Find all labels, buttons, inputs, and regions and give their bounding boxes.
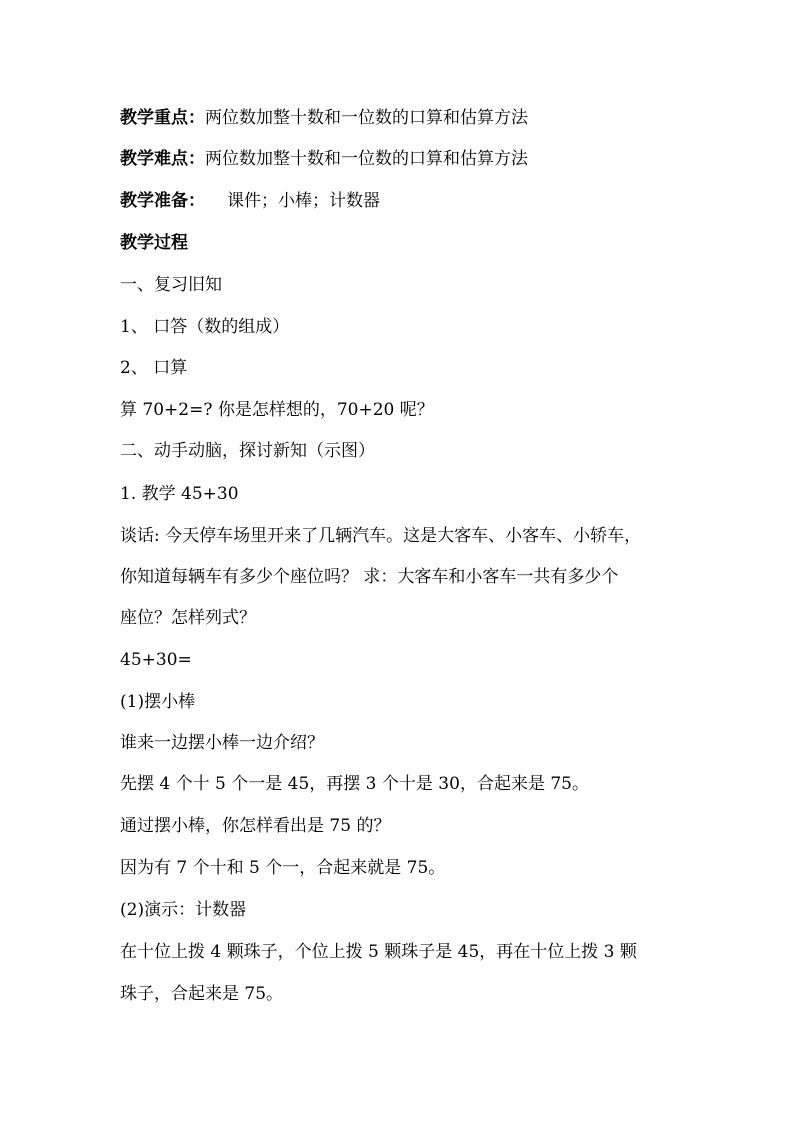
teaching-difficulty-label: 教学难点： [120,149,205,169]
teaching-process-heading: 教学过程 [120,233,188,253]
step-arrange-sticks: (1)摆小棒 [120,692,196,712]
step-demonstrate-counter-line [120,899,680,921]
teaching-preparation-line [120,190,680,212]
counter-demo-line-2: 珠子，合起来是 75。 [120,984,284,1004]
review-item-oral-answer: 1、 口答（数的组成） [120,317,290,337]
expression-45-plus-30: 45+30= [120,650,192,670]
talk-paragraph-line-3: 座位？怎样列式？ [120,608,256,628]
review-item-mental-math: 2、 口算 [120,358,188,378]
teaching-focus-text: 两位数加整十数和一位数的口算和估算方法 [205,108,528,128]
counter-demo-line-1: 在十位上拨 4 颗珠子，个位上拨 5 颗珠子是 45，再在十位上拨 3 颗 [120,942,637,962]
teaching-focus-line [120,107,680,129]
teaching-difficulty-line [120,148,680,170]
teach-45-plus-30-heading: 1. 教学 45+30 [120,484,239,504]
answer-arrange-sticks: 先摆 4 个十 5 个一是 45，再摆 3 个十是 30，合起来是 75。 [120,774,589,794]
teaching-preparation-label: 教学准备： [120,191,205,211]
mental-math-question: 算 70+2=? 你是怎样想的，70+20 呢？ [120,400,434,420]
step-demonstrate-label: (2)演示： [120,900,196,920]
section-new-knowledge-heading: 二、动手动脑，探讨新知（示图） [120,441,375,461]
question-arrange-sticks: 谁来一边摆小棒一边介绍？ [120,733,324,753]
teaching-difficulty-text: 两位数加整十数和一位数的口算和估算方法 [205,149,528,169]
teaching-preparation-text: 课件；小棒；计数器 [227,191,380,211]
talk-paragraph-line-1: 谈话: 今天停车场里开来了几辆汽车。这是大客车、小客车、小轿车， [120,526,642,546]
talk-paragraph-line-2: 你知道每辆车有多少个座位吗？ 求：大客车和小客车一共有多少个 [120,567,619,587]
question-how-see-75: 通过摆小棒，你怎样看出是 75 的？ [120,816,391,836]
teaching-focus-label: 教学重点： [120,108,205,128]
section-review-heading: 一、复习旧知 [120,275,222,295]
answer-seven-tens-five-ones: 因为有 7 个十和 5 个一，合起来就是 75。 [120,858,446,878]
step-demonstrate-counter: 计数器 [195,900,247,920]
